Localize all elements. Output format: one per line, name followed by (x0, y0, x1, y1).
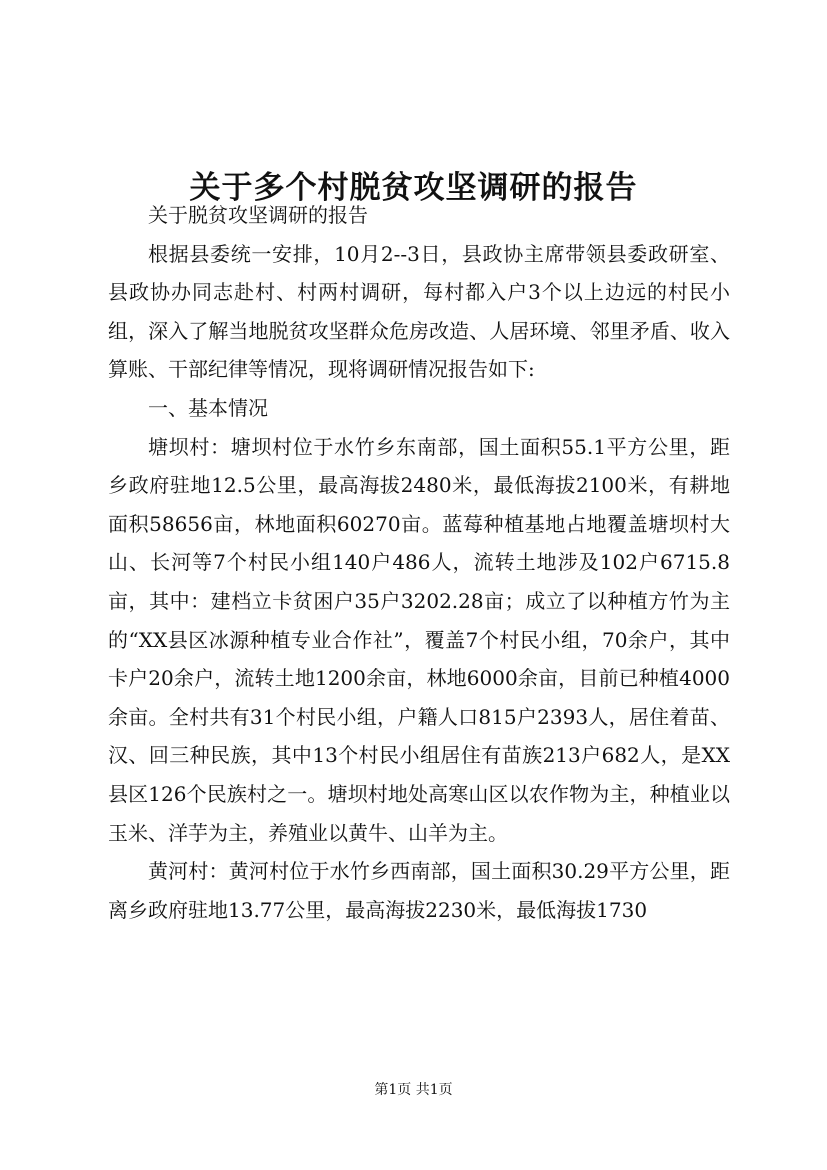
paragraph-tangba-village: 塘坝村：塘坝村位于水竹乡东南部，国土面积55.1平方公里，距乡政府驻地12.5公里，最高海拔2480米，最低海拔2100米，有耕地面积58656亩，林地面积60270亩。蓝莓种植基地占地覆盖塘坝村大山、长河等7个村民小组140户486人，流转土地涉及102户6715.8亩，其中：建档立卡贫困户35户3202.28亩；成立了以种植方竹为主的“XX县区冰源种植专业合作社”，覆盖7个村民小组，70余户，其中卡户20余户，流转土地1200余亩，林地6000余亩，目前已种植4000余亩。全村共有31个村民小组，户籍人口815户2393人，居住着苗、汉、回三种民族，其中13个村民小组居住有苗族213户682人，是XX县区126个民族村之一。塘坝村地处高寒山区以农作物为主，种植业以玉米、洋芋为主，养殖业以黄牛、山羊为主。 (108, 434, 730, 845)
paragraph-intro: 根据县委统一安排，10月2--3日，县政协主席带领县委政研室、县政协办同志赴村、村两村调研，每村都入户3个以上边远的村民小组，深入了解当地脱贫攻坚群众危房改造、人居环境、邻里矛盾、收入算账、干部纪律等情况，现将调研情况报告如下: (108, 241, 730, 382)
paragraph-subtitle: 关于脱贫攻坚调研的报告 (148, 203, 368, 227)
page-number-footer: 第1页 共1页 (374, 1082, 453, 1098)
document-body (108, 196, 730, 929)
section-heading-basic-situation: 一、基本情况 (148, 395, 268, 420)
document-title: 关于多个村脱贫攻坚调研的报告 (189, 169, 638, 206)
paragraph-huanghe-village: 黄河村：黄河村位于水竹乡西南部，国土面积30.29平方公里，距离乡政府驻地13.77公里，最高海拔2230米，最低海拔1730 (108, 859, 730, 922)
